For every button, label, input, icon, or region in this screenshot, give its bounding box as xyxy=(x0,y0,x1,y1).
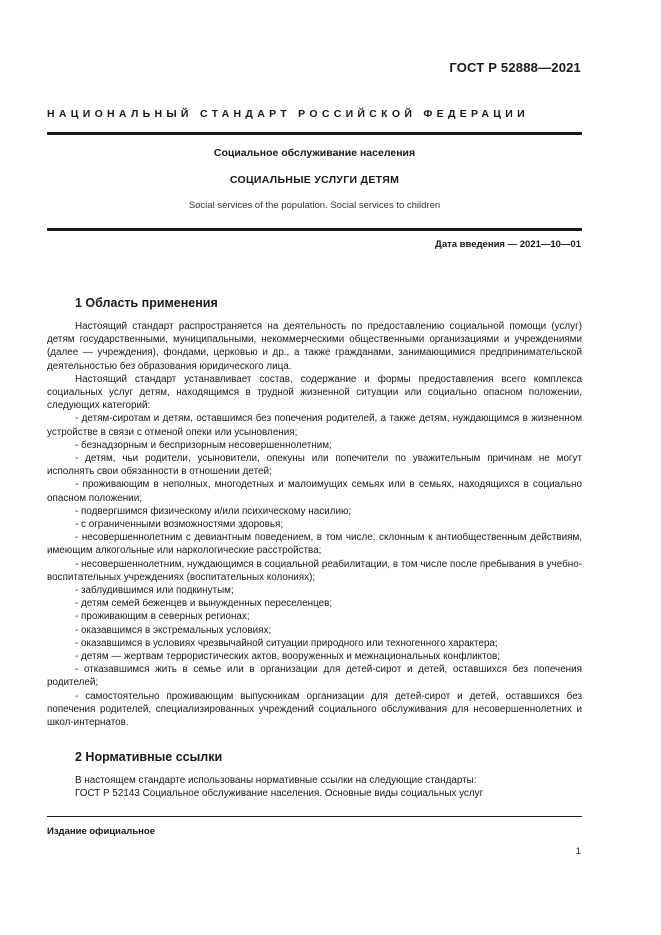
standard-group-title: Социальное обслуживание населения xyxy=(213,147,416,159)
standard-english-title: Social services of the population. Social services to children xyxy=(188,200,441,211)
list-item: - проживающим в неполных, многодетных и малоимущих семьях или в семьях, находящихся в социально опасном положении; xyxy=(47,479,582,504)
official-edition-label: Издание официальное xyxy=(47,826,155,837)
list-item: - несовершеннолетним с девиантным поведением, в том числе, склонным к антиобщественным действиям, имеющим алкогольные или наркологические расстройства; xyxy=(47,532,582,557)
footer-divider xyxy=(47,816,582,817)
list-item: - самостоятельно проживающим выпускникам организации для детей-сирот и детей, оставшихся без попечения родителей, специализированных учреждений социального обслуживания для несовершеннолетних и школ-интернатов. xyxy=(47,690,582,729)
document-id: ГОСТ Р 52888—2021 xyxy=(449,60,581,75)
standard-main-title: СОЦИАЛЬНЫЕ УСЛУГИ ДЕТЯМ xyxy=(229,174,400,186)
list-item: - отказавшимся жить в семье или в организации для детей-сирот и детей, оставшихся без попечения родителей; xyxy=(47,664,582,689)
list-item: - детям — жертвам террористических актов, вооруженных и межнациональных конфликтов; xyxy=(75,651,500,663)
list-item: - подвергшимся физическому и/или психическому насилию; xyxy=(75,505,352,517)
list-item: - с ограниченными возможностями здоровья; xyxy=(75,519,284,531)
section-2-body xyxy=(47,774,582,800)
list-item: - оказавшимся в экстремальных условиях; xyxy=(75,624,272,636)
introduction-date: Дата введения — 2021—10—01 xyxy=(435,239,581,250)
paragraph: Настоящий стандарт распространяется на деятельность по предоставлению социальной помощи (услуг) детям государственными, муниципальными, некоммерческими общественными организациями и учреждениями (далее — учреждения), фондами, церковью и др., а также гражданами, занимающимися предпринимательской деятельностью без образования юридического лица. xyxy=(47,321,582,372)
top-divider xyxy=(47,132,582,135)
list-item: - детям семей беженцев и вынужденных переселенцев; xyxy=(75,598,333,610)
paragraph: Настоящий стандарт устанавливает состав, содержание и формы предоставления всего комплекса социальных услуг детям, находящимся в трудной жизненной ситуации или социально опасном положении, следующих категорий: xyxy=(47,373,582,412)
list-item: - детям-сиротам и детям, оставшимся без попечения родителей, а также детям, нуждающимся в жизненном устройстве в связи с отменой опеки или усыновления; xyxy=(47,413,582,438)
list-item: - несовершеннолетним, нуждающимся в социальной реабилитации, в том числе после пребывания в учебно-воспитательных учреждениях (воспитательных колониях); xyxy=(47,558,582,583)
list-item: - заблудившимся или подкинутым; xyxy=(75,585,234,597)
section-1-heading: 1 Область применения xyxy=(75,296,218,310)
list-item: - детям, чьи родители, усыновители, опекуны или попечители по уважительным причинам не могут исполнять свои обязанности в отношении детей; xyxy=(47,453,582,478)
list-item: - безнадзорным и беспризорным несовершеннолетним; xyxy=(75,439,332,451)
list-item: - оказавшимся в условиях чрезвычайной ситуации природного или техногенного характера; xyxy=(75,637,498,649)
reference-item: ГОСТ Р 52143 Социальное обслуживание населения. Основные виды социальных услуг xyxy=(75,788,484,800)
section-1-body xyxy=(47,320,582,729)
paragraph: В настоящем стандарте использованы нормативные ссылки на следующие стандарты: xyxy=(75,775,477,786)
page-number: 1 xyxy=(575,846,581,857)
title-divider xyxy=(47,228,582,231)
national-standard-banner: НАЦИОНАЛЬНЫЙ СТАНДАРТ РОССИЙСКОЙ ФЕДЕРАЦИИ xyxy=(47,108,529,120)
list-item: - проживающим в северных регионах; xyxy=(75,611,250,623)
section-2-heading: 2 Нормативные ссылки xyxy=(75,750,223,764)
